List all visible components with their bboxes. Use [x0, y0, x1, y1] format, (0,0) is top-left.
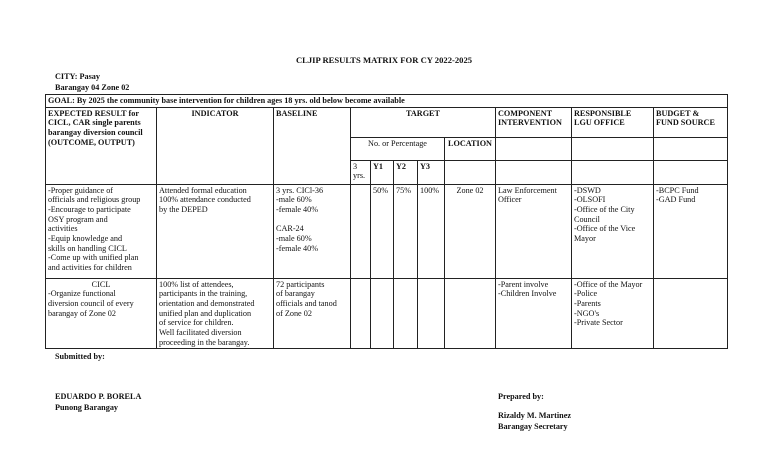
row1-indicator: Attended formal education 100% attendance conducted by the DEPED — [157, 184, 274, 278]
table-row — [46, 278, 728, 349]
header-indicator: INDICATOR — [157, 107, 274, 184]
row2-responsible: -Office of the Mayor -Police -Parents -NGO's -Private Sector — [572, 278, 654, 349]
header-location: LOCATION — [445, 137, 496, 160]
header-year-y2: Y2 — [394, 160, 418, 184]
row1-target-y1: 50% — [371, 184, 394, 278]
row2-baseline: 72 participants of barangay officials and tanod of Zone 02 — [274, 278, 351, 349]
header-baseline: BASELINE — [274, 107, 351, 184]
header-year-3yrs: 3 yrs. — [351, 160, 371, 184]
row1-location: Zone 02 — [445, 184, 496, 278]
submitted-by-label: Submitted by: — [55, 352, 105, 361]
row1-target-y2: 75% — [394, 184, 418, 278]
header-component: COMPONENT INTERVENTION — [496, 107, 572, 137]
row1-target-y3: 100% — [418, 184, 445, 278]
prepared-by-label: Prepared by: — [498, 392, 544, 401]
header-responsible: RESPONSIBLE LGU OFFICE — [572, 107, 654, 137]
document-title: CLJIP RESULTS MATRIX FOR CY 2022-2025 — [295, 55, 473, 65]
preparer-name: Rizaldy M. Martinez — [498, 411, 571, 420]
preparer-title: Barangay Secretary — [498, 422, 568, 431]
row1-target-3yrs — [351, 184, 371, 278]
row1-component: Law Enforcement Officer — [496, 184, 572, 278]
barangay-label: Barangay 04 Zone 02 — [55, 83, 130, 92]
header-expected-result: EXPECTED RESULT for CICL, CAR single parents barangay diversion council (OUTCOME, OUTPUT) — [46, 107, 157, 184]
row2-indicator: 100% list of attendees, participants in the training, orientation and demonstrated unified plan and duplication of service for children. Well facilitated diversion proceeding in the barangay. — [157, 278, 274, 349]
row1-responsible: -DSWD -OLSOFI -Office of the City Council -Office of the Vice Mayor — [572, 184, 654, 278]
results-matrix-table — [45, 94, 728, 349]
header-target: TARGET — [351, 107, 496, 137]
table-row — [46, 184, 728, 278]
city-label: CITY: Pasay — [55, 72, 100, 81]
goal-row: GOAL: By 2025 the community base intervention for children ages 18 yrs. old below become available — [46, 95, 728, 108]
header-no-percentage: No. or Percentage — [351, 137, 445, 160]
header-year-y3: Y3 — [418, 160, 445, 184]
row1-budget: -BCPC Fund -GAD Fund — [654, 184, 728, 278]
row2-component: -Parent involve -Children Involve — [496, 278, 572, 349]
row1-expected: -Proper guidance of officials and religious group -Encourage to participate OSY program and activities -Equip knowledge and skills on handling CICL -Come up with unified plan and activities for children — [46, 184, 157, 278]
row2-expected: CICL -Organize functional diversion council of every barangay of Zone 02 — [46, 278, 157, 349]
row1-baseline: 3 yrs. CICl-36 -male 60% -female 40% CAR-24 -male 60% -female 40% — [274, 184, 351, 278]
submitter-name: EDUARDO P. BORELA — [55, 392, 142, 401]
header-budget: BUDGET & FUND SOURCE — [654, 107, 728, 137]
header-year-y1: Y1 — [371, 160, 394, 184]
submitter-title: Punong Barangay — [55, 403, 119, 412]
